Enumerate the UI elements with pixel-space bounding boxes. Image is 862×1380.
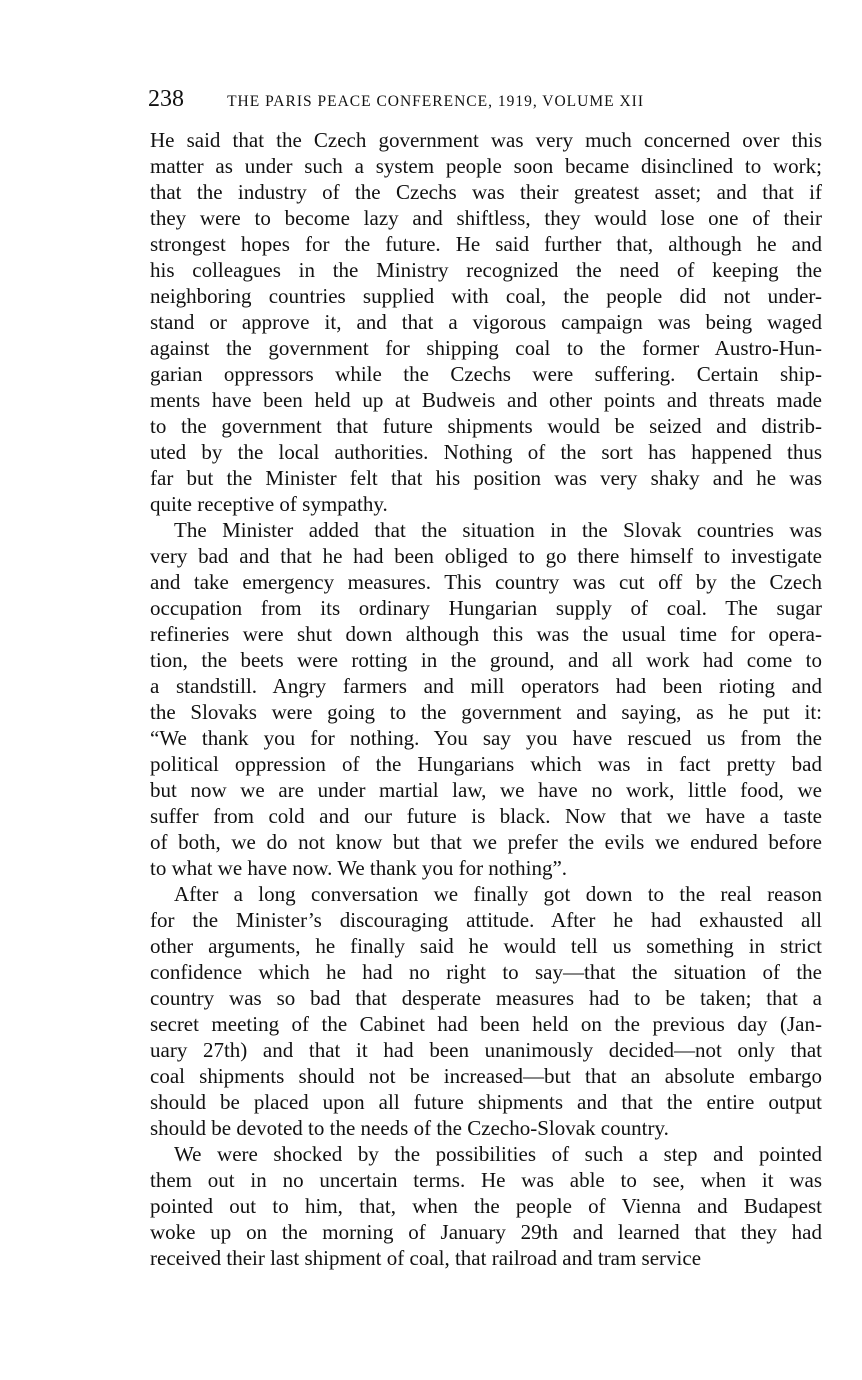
text-line: the Slovaks were going to the government and saying, as he put it: <box>150 700 822 724</box>
text-line: of both, we do not know but that we prefer the evils we endured before <box>150 830 822 854</box>
text-line: quite receptive of sympathy. <box>150 492 388 516</box>
text-line: country was so bad that desperate measures had to be taken; that a <box>150 986 822 1010</box>
text-line: He said that the Czech government was very much concerned over this <box>150 128 822 152</box>
text-line: political oppression of the Hungarians which was in fact pretty bad <box>150 752 822 776</box>
text-line: they were to become lazy and shiftless, they would lose one of their <box>150 206 822 230</box>
text-line: a standstill. Angry farmers and mill operators had been rioting and <box>150 674 822 698</box>
page-header <box>148 84 828 114</box>
text-line: them out in no uncertain terms. He was able to see, when it was <box>150 1168 822 1192</box>
body-text <box>150 127 822 1271</box>
text-line: very bad and that he had been obliged to go there himself to investigate <box>150 544 822 568</box>
paragraph <box>150 127 822 517</box>
text-line: secret meeting of the Cabinet had been held on the previous day (Jan- <box>150 1012 822 1036</box>
text-line: uary 27th) and that it had been unanimously decided—not only that <box>150 1038 822 1062</box>
text-line: his colleagues in the Ministry recognized the need of keeping the <box>150 258 822 282</box>
text-line: refineries were shut down although this was the usual time for opera- <box>150 622 822 646</box>
paragraph <box>150 517 822 881</box>
text-line: received their last shipment of coal, that railroad and tram service <box>150 1246 702 1270</box>
text-line: far but the Minister felt that his position was very shaky and he was <box>150 466 822 490</box>
text-line: We were shocked by the possibilities of such a step and pointed <box>174 1142 822 1166</box>
text-line: tion, the beets were rotting in the ground, and all work had come to <box>150 648 822 672</box>
text-line: against the government for shipping coal to the former Austro-Hun- <box>150 336 822 360</box>
paragraph <box>150 1141 822 1271</box>
text-line: matter as under such a system people soon became disinclined to work; <box>150 154 822 178</box>
running-title: THE PARIS PEACE CONFERENCE, 1919, VOLUME XII <box>227 93 644 110</box>
text-line: suffer from cold and our future is black. Now that we have a taste <box>150 804 822 828</box>
text-line: and take emergency measures. This country was cut off by the Czech <box>150 570 822 594</box>
text-line: for the Minister’s discouraging attitude. After he had exhausted all <box>150 908 822 932</box>
text-line: neighboring countries supplied with coal, the people did not under- <box>150 284 822 308</box>
text-line: but now we are under martial law, we have no work, little food, we <box>150 778 822 802</box>
page-number: 238 <box>148 86 184 112</box>
text-line: “We thank you for nothing. You say you have rescued us from the <box>150 726 822 750</box>
text-line: to what we have now. We thank you for nothing”. <box>150 856 568 880</box>
text-line: The Minister added that the situation in the Slovak countries was <box>174 518 822 542</box>
text-line: other arguments, he finally said he would tell us something in strict <box>150 934 822 958</box>
text-line: strongest hopes for the future. He said further that, although he and <box>150 232 822 256</box>
text-line: woke up on the morning of January 29th and learned that they had <box>150 1220 822 1244</box>
text-line: coal shipments should not be increased—but that an absolute embargo <box>150 1064 822 1088</box>
text-line: that the industry of the Czechs was their greatest asset; and that if <box>150 180 822 204</box>
text-line: confidence which he had no right to say—that the situation of the <box>150 960 822 984</box>
text-line: uted by the local authorities. Nothing of the sort has happened thus <box>150 440 822 464</box>
text-line: After a long conversation we finally got down to the real reason <box>174 882 822 906</box>
text-line: should be devoted to the needs of the Czecho-Slovak country. <box>150 1116 669 1140</box>
text-line: pointed out to him, that, when the people of Vienna and Budapest <box>150 1194 822 1218</box>
text-line: garian oppressors while the Czechs were suffering. Certain ship- <box>150 362 822 386</box>
text-line: stand or approve it, and that a vigorous campaign was being waged <box>150 310 822 334</box>
text-line: to the government that future shipments would be seized and distrib- <box>150 414 822 438</box>
text-line: occupation from its ordinary Hungarian supply of coal. The sugar <box>150 596 822 620</box>
text-line: ments have been held up at Budweis and other points and threats made <box>150 388 822 412</box>
text-line: should be placed upon all future shipments and that the entire output <box>150 1090 822 1114</box>
paragraph <box>150 881 822 1141</box>
